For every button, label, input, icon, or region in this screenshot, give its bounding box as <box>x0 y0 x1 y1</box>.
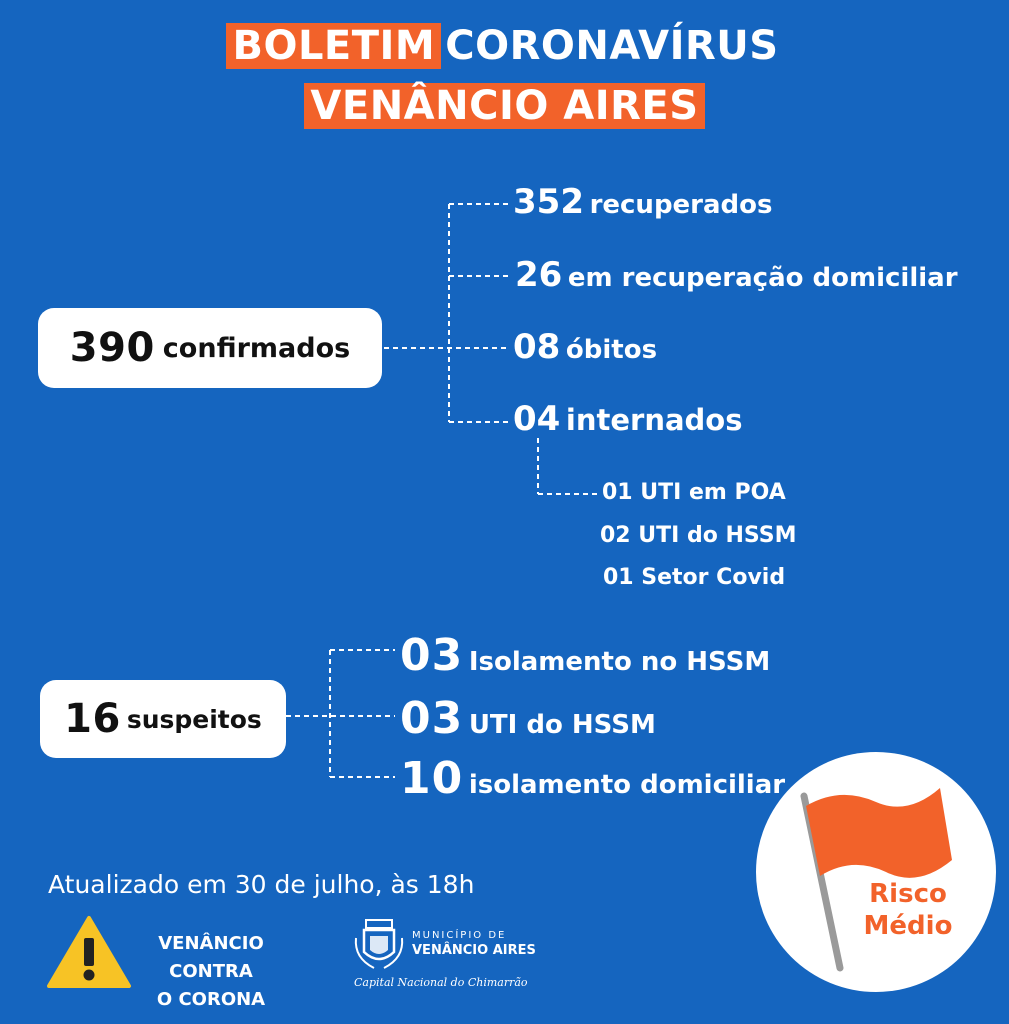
confirmed-badge <box>38 308 382 388</box>
deaths-number: 08 <box>513 327 561 367</box>
risk-line-1: Risco <box>869 879 947 909</box>
suspected-home-label: isolamento domiciliar <box>468 770 786 800</box>
home-recovery-item <box>515 255 958 295</box>
recovered-item <box>513 182 773 222</box>
risk-text <box>852 878 964 942</box>
suspected-number: 16 <box>64 696 121 742</box>
hospitalized-sub-3: 01 Setor Covid <box>603 565 786 590</box>
flag-icon <box>790 776 970 976</box>
suspected-label: suspeitos <box>126 704 262 734</box>
campaign-text <box>118 930 304 1014</box>
hospitalized-item <box>513 399 742 439</box>
recovered-number: 352 <box>513 182 584 222</box>
municipality-tagline: Capital Nacional do Chimarrão <box>354 976 528 989</box>
suspected-isolation-hssm <box>400 630 770 681</box>
suspected-badge <box>40 680 286 758</box>
recovered-label: recuperados <box>589 190 773 220</box>
title-coronavirus: CORONAVÍRUS <box>445 23 779 69</box>
suspected-uti-label: UTI do HSSM <box>468 710 656 740</box>
title-boletim: BOLETIM <box>226 23 441 69</box>
suspected-home-number: 10 <box>400 753 464 804</box>
hospitalized-number: 04 <box>513 399 561 439</box>
confirmed-label: confirmados <box>162 332 351 364</box>
suspected-home-isolation <box>400 753 785 804</box>
deaths-label: óbitos <box>565 335 658 365</box>
home-recovery-number: 26 <box>515 255 563 295</box>
title-city: VENÂNCIO AIRES <box>304 83 704 129</box>
campaign-line-1: VENÂNCIO CONTRA <box>158 933 264 982</box>
suspected-uti-hssm <box>400 693 656 744</box>
suspected-isolation-number: 03 <box>400 630 464 681</box>
updated-text: Atualizado em 30 de julho, às 18h <box>48 870 475 899</box>
hospitalized-label: internados <box>565 403 743 437</box>
deaths-item <box>513 327 657 367</box>
coat-of-arms-icon <box>352 918 406 972</box>
suspected-isolation-label: Isolamento no HSSM <box>468 647 771 677</box>
municipality-name: VENÂNCIO AIRES <box>412 943 536 958</box>
confirmed-number: 390 <box>69 325 155 371</box>
municipality-small: MUNICÍPIO DE <box>412 930 507 941</box>
campaign-line-2: O CORONA <box>156 989 266 1010</box>
hospitalized-sub-2: 02 UTI do HSSM <box>600 523 797 548</box>
risk-line-2: Médio <box>863 911 953 941</box>
hospitalized-sub-1: 01 UTI em POA <box>602 480 786 505</box>
suspected-uti-number: 03 <box>400 693 464 744</box>
home-recovery-label: em recuperação domiciliar <box>567 263 958 293</box>
